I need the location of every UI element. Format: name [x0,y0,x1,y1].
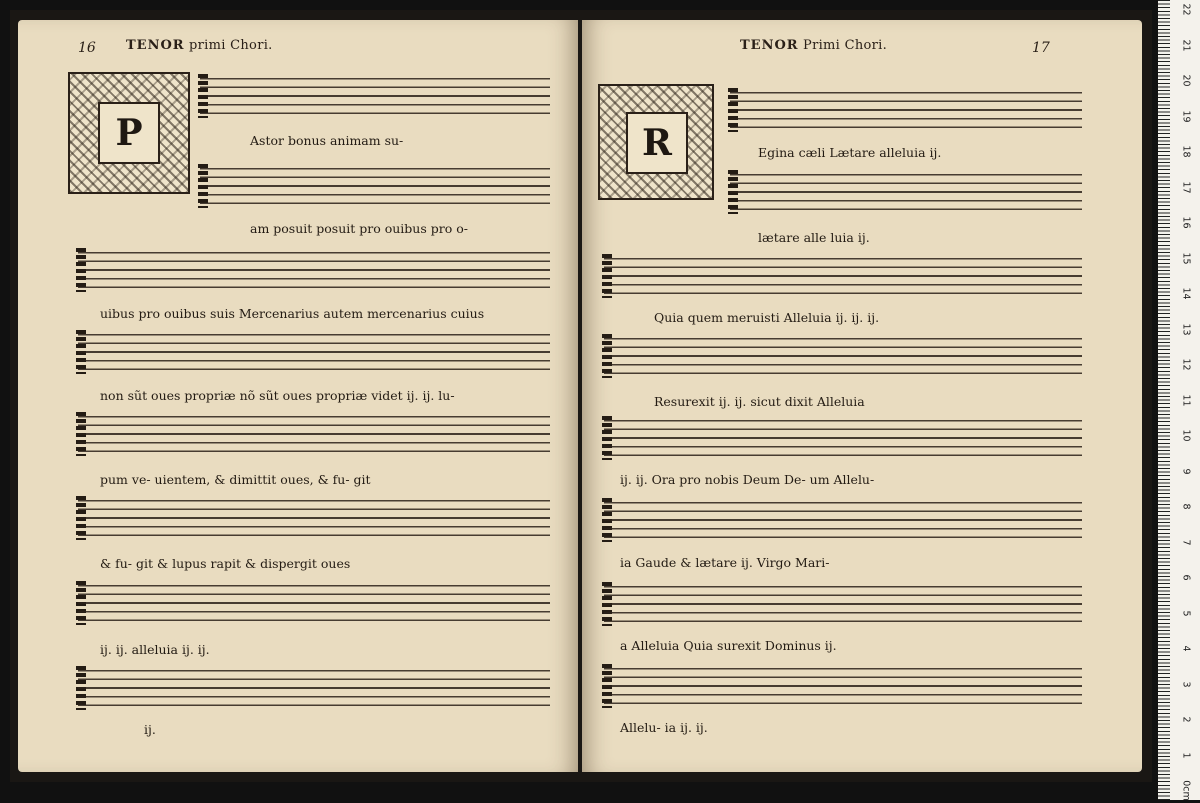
ruler-mark: 5 [1180,609,1192,617]
left-header-choir: primi Chori. [189,38,273,53]
music-staff [604,668,1082,706]
right-header-voice: TENOR [740,38,799,53]
measurement-ruler [1158,0,1200,800]
ruler-mark: 3 [1180,680,1192,688]
music-staff [78,334,550,372]
left-page-header [126,38,273,53]
lyric-line: & fu- git & lupus rapit & dispergit oues [100,556,351,571]
left-page-number: 16 [78,40,96,56]
ruler-mark: 9 [1180,467,1192,475]
music-staff [78,252,550,290]
right-header-choir: Primi Chori. [803,38,888,53]
ruler-mark: 15 [1180,251,1192,265]
ornamental-initial-p [68,72,190,194]
music-staff [78,585,550,623]
right-page-number: 17 [1032,40,1050,56]
music-staff [604,420,1082,458]
music-staff [78,670,550,708]
music-staff [604,258,1082,296]
lyric-line: a Alleluia Quia surexit Dominus ij. [620,638,837,653]
ruler-mark: 16 [1180,216,1192,229]
music-staff [200,78,550,116]
ruler-unit-label: 0cm [1180,780,1192,801]
lyric-line: pum ve- uientem, & dimittit oues, & fu- git [100,472,371,487]
lyric-line: ij. ij. Ora pro nobis Deum De- um Allelu- [620,472,875,487]
ruler-mark: 20 [1180,74,1192,87]
music-staff [200,168,550,206]
left-page [18,20,578,772]
ruler-mark: 12 [1180,358,1192,371]
ruler-mark: 2 [1180,716,1192,723]
right-page-header [740,38,887,53]
lyric-line: Egina cæli Lætare alleluia ij. [758,145,942,160]
ruler-mark: 7 [1180,538,1192,546]
music-staff [730,174,1082,212]
ornamental-initial-r [598,84,714,200]
lyric-line: Quia quem meruisti Alleluia ij. ij. ij. [654,310,880,325]
lyric-line: ij. ij. alleluia ij. ij. [100,642,210,657]
initial-letter: R [642,122,672,164]
ruler-mark: 21 [1180,38,1192,52]
ruler-mark: 4 [1180,645,1192,652]
lyric-line: Allelu- ia ij. ij. [620,720,708,735]
ruler-mark: 11 [1180,393,1192,407]
lyric-line: am posuit posuit pro ouibus pro o- [250,221,468,236]
music-staff [604,586,1082,624]
music-staff [78,416,550,454]
lyric-line: lætare alle luia ij. [758,230,870,245]
lyric-line: non sũt oues propriæ nõ sũt oues propriæ videt ij. ij. lu- [100,388,455,403]
lyric-line: ij. [144,722,156,737]
initial-letter: P [115,112,143,154]
lyric-line: Resurexit ij. ij. sicut dixit Alleluia [654,394,865,409]
ruler-mark: 19 [1180,109,1192,123]
ruler-mark: 8 [1180,503,1192,510]
ruler-mark: 13 [1180,322,1192,336]
lyric-line: Astor bonus animam su- [250,133,404,148]
ruler-mark: 22 [1180,3,1192,16]
music-staff [604,338,1082,376]
ruler-mark: 10 [1180,429,1192,442]
book-spread [10,10,1152,782]
ruler-mark: 14 [1180,287,1192,300]
music-staff [78,500,550,538]
ruler-mark: 6 [1180,574,1192,581]
ruler-ticks [1158,0,1170,800]
lyric-line: uibus pro ouibus suis Mercenarius autem mercenarius cuius [100,306,485,321]
music-staff [730,92,1082,130]
lyric-line: ia Gaude & lætare ij. Virgo Mari- [620,555,830,570]
right-page [582,20,1142,772]
left-header-voice: TENOR [126,38,185,53]
ruler-mark: 18 [1180,145,1192,158]
ruler-numbers [1174,3,1198,801]
music-staff [604,502,1082,540]
ruler-mark: 1 [1180,751,1192,759]
ruler-mark: 17 [1180,180,1192,194]
